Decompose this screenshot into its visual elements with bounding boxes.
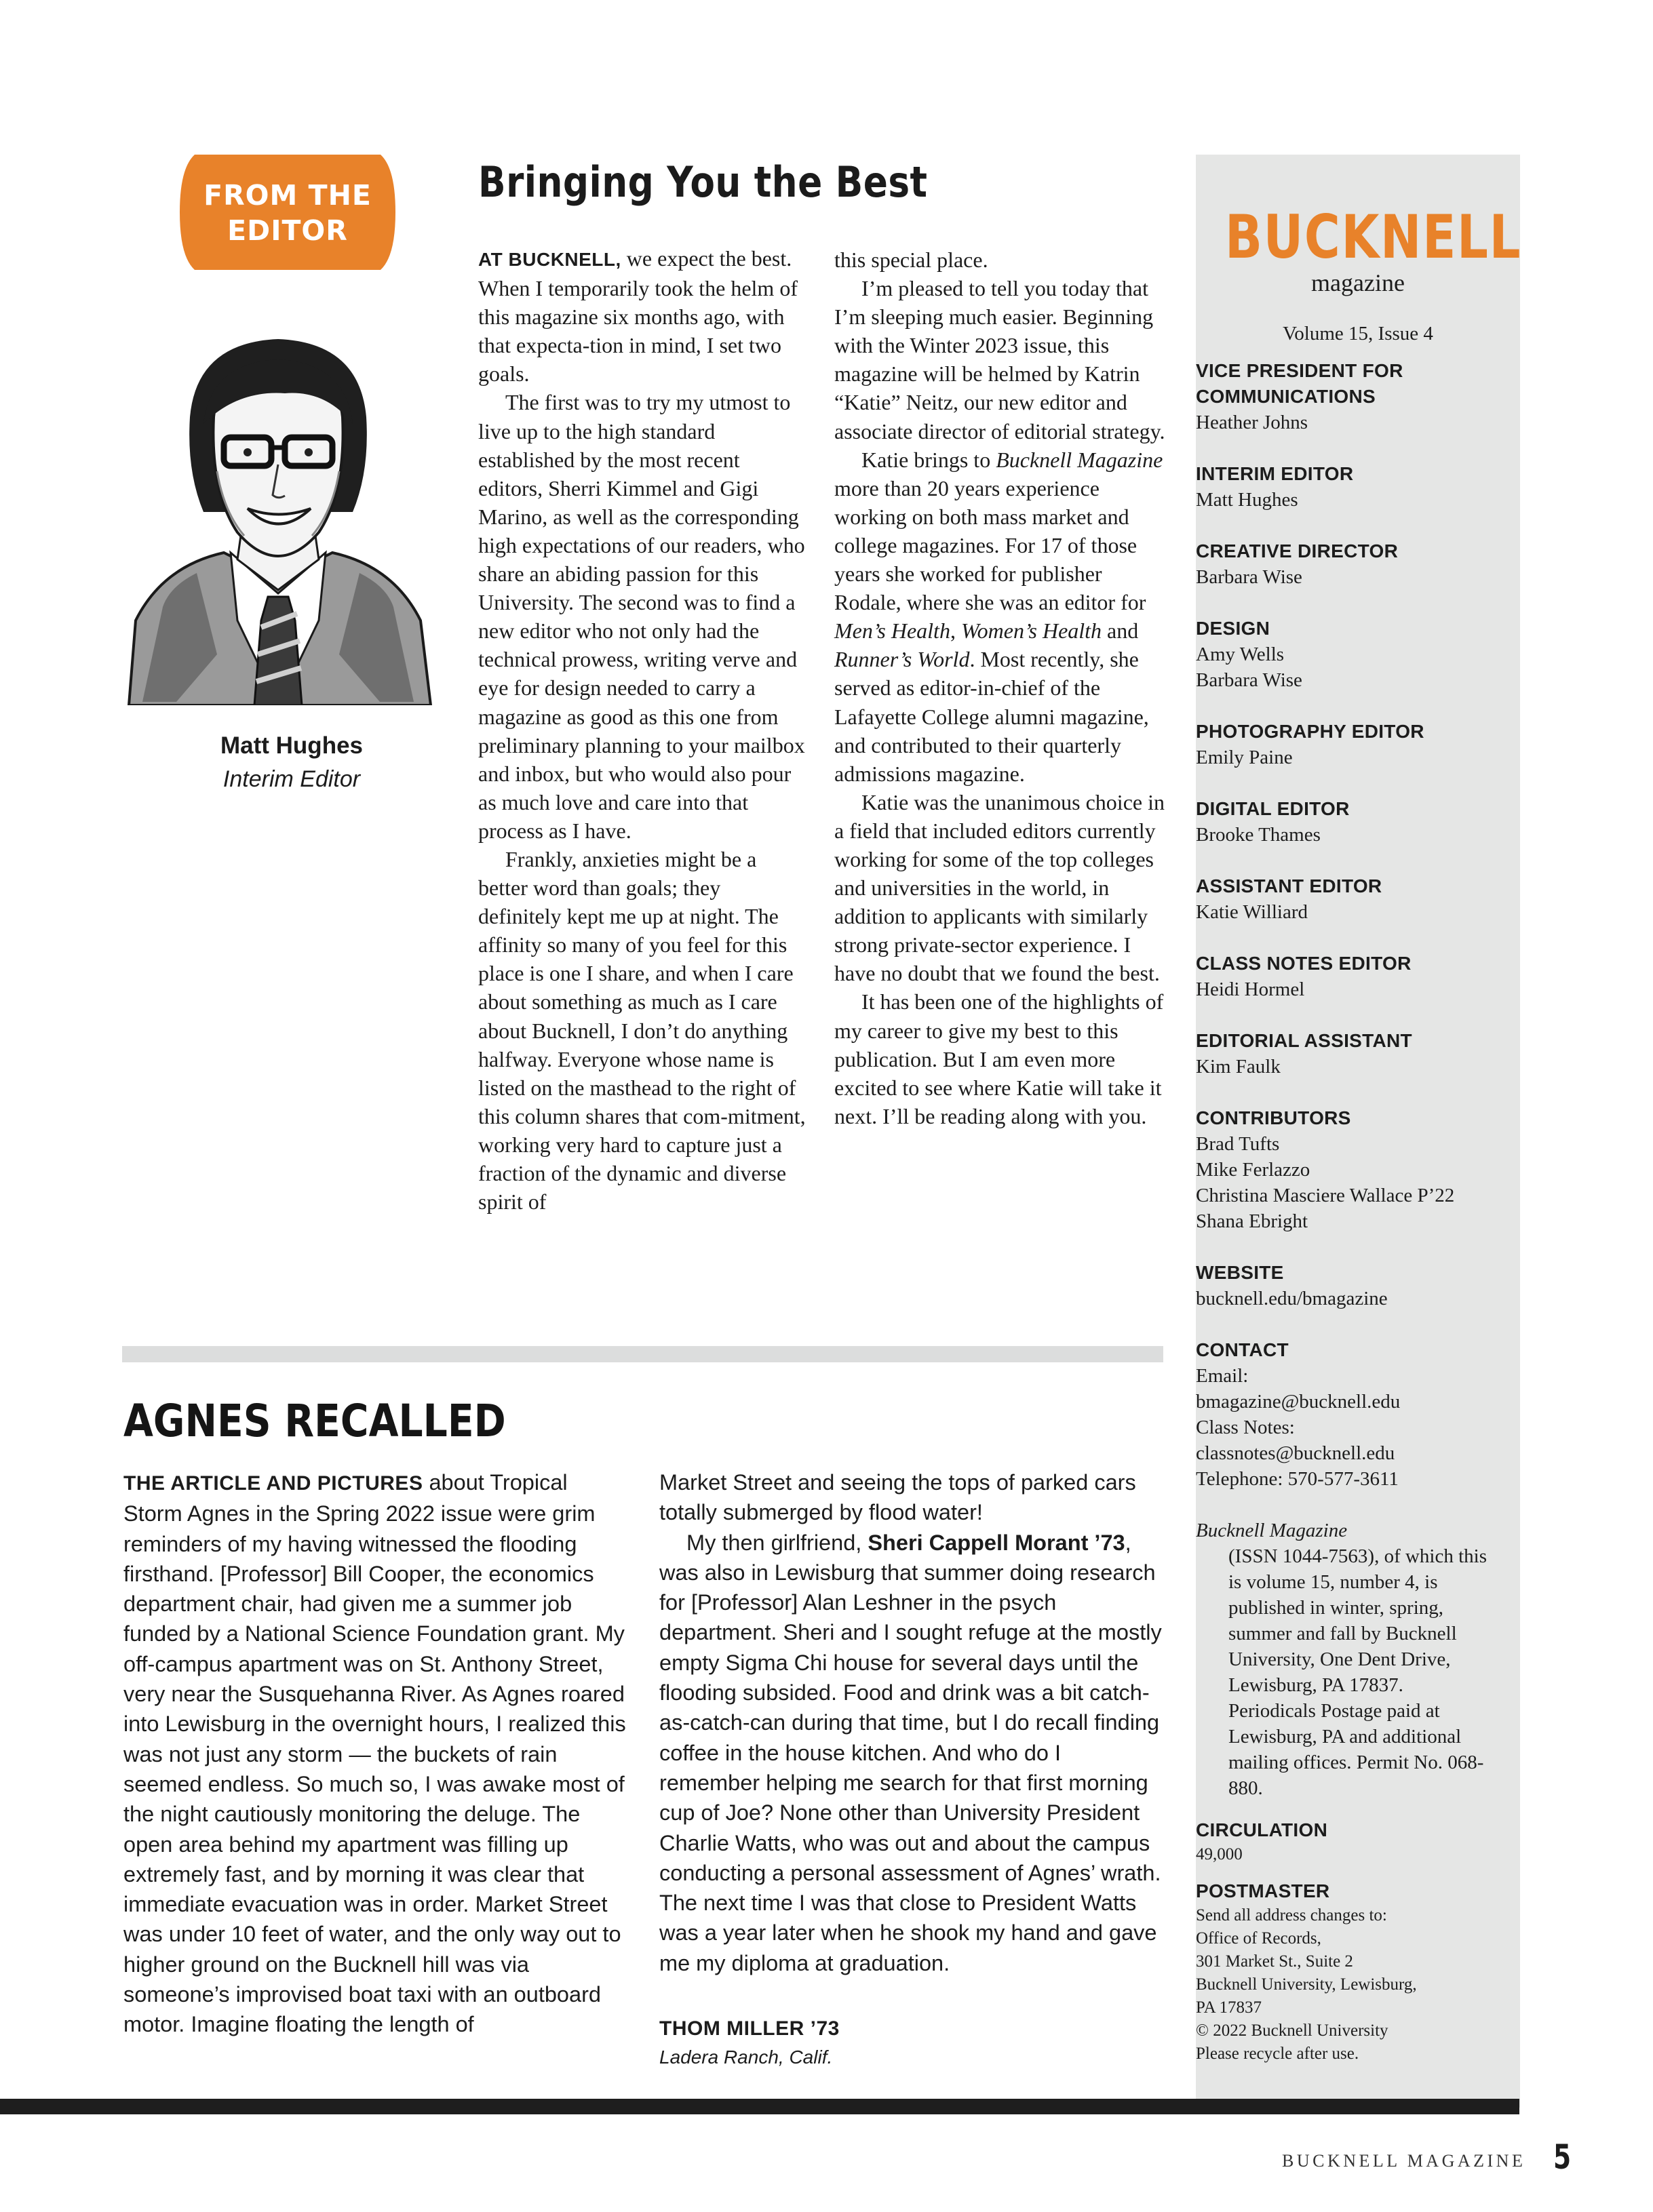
letter-title: AGNES RECALLED: [123, 1395, 506, 1447]
letter-signature: THOM MILLER ’73: [659, 2017, 840, 2040]
masthead-logo: BUCKNELL: [1225, 202, 1522, 272]
masthead-publication-info: [1196, 1518, 1520, 1801]
masthead-role-label: INTERIM EDITOR: [1196, 463, 1354, 484]
editor-role: Interim Editor: [222, 766, 361, 792]
masthead-roles: [1196, 358, 1520, 2091]
masthead-role-name: Email:: [1196, 1365, 1249, 1387]
masthead-role-label: CREATIVE DIRECTOR: [1196, 540, 1399, 561]
masthead-role-name: Brooke Thames: [1196, 824, 1321, 846]
masthead-role-name: Mike Ferlazzo: [1196, 1159, 1310, 1181]
editorial-paragraph: Katie brings to Bucknell Magazine more than 20 years experience working on both mass market and college magazines. For 17 of those years she worked for publisher Rodale, where she was an editor for Men’s Health, Women’s Health and Runner’s World. Most recently, she served as editor-in-chief of the Lafayette College alumni magazine, and contributed to their quarterly admissions magazine.: [834, 447, 1163, 786]
postmaster-line: PA 17837: [1196, 1998, 1262, 2017]
masthead-role: [1196, 1337, 1520, 1492]
masthead-role-name: Amy Wells: [1196, 644, 1285, 665]
masthead-role-label: DESIGN: [1196, 618, 1270, 639]
circulation-label: CIRCULATION: [1196, 1819, 1328, 1840]
masthead-role-name: Kim Faulk: [1196, 1056, 1281, 1078]
masthead-role: [1196, 1260, 1520, 1311]
masthead-circulation: [1196, 1817, 1520, 1866]
masthead-role: [1196, 951, 1520, 1002]
footer-publication-label: BUCKNELL MAGAZINE: [1282, 2151, 1526, 2171]
editorial-paragraph: I’m pleased to tell you today that I’m sleeping much easier. Beginning with the Winter 2023 issue, this magazine will be helmed by Katrin “Katie” Neitz, our new editor and associate director of editorial strategy.: [834, 276, 1165, 443]
masthead-role: [1196, 616, 1520, 693]
masthead-role-label: CONTACT: [1196, 1339, 1289, 1360]
masthead-role: [1196, 538, 1520, 590]
editor-portrait-illustration: [122, 336, 434, 705]
editorial-paragraph: The first was to try my utmost to live up to the high standard established by the most recent editors, Sherri Kimmel and Gigi Marino, as well as the corresponding high expectations of our readers, who share an abiding passion for this University. The second was to find a new editor who not only had the technical prowess, writing verve and eye for design needed to carry a magazine as good as this one from preliminary planning to your mailbox and inbox, but who would also pour as much love and care into that process as I have.: [478, 390, 805, 843]
masthead-role-name: Barbara Wise: [1196, 566, 1302, 588]
masthead-role-name: Telephone: 570-577-3611: [1196, 1468, 1399, 1490]
publication-details: (ISSN 1044-7563), of which this is volume 15, number 4, is published in winter, spring, summer and fall by Bucknell University, One Dent Drive, Lewisburg, PA 17837. Periodicals Postage paid at Lewisburg, PA and additional mailing offices. Permit No. 068-880.: [1228, 1545, 1487, 1799]
page-number: 5: [1553, 2137, 1572, 2177]
letter-paragraph: Market Street and seeing the tops of parked cars totally submerged by flood water!: [659, 1470, 1136, 1525]
masthead-role-label: VICE PRESIDENT FOR COMMUNICATIONS: [1196, 360, 1403, 407]
editorial-paragraph: this special place.: [834, 248, 988, 272]
postmaster-line: Send all address changes to:: [1196, 1906, 1387, 1924]
masthead-role: [1196, 1105, 1520, 1234]
masthead-role-name: Shana Ebright: [1196, 1210, 1308, 1232]
letter-paragraph: My then girlfriend, Sheri Cappell Morant ’73, was also in Lewisburg that summer doing research for [Professor] Alan Leshner in the psych department. Sheri and I sought refuge at the mostly empty Sigma Chi house for several days until the flooding subsided. Food and drink was a bit catch-as-catch-can during that time, but I do recall finding coffee in the house kitchen. And who do I remember helping me search for that first morning cup of Joe? None other than University President Charlie Watts, who was out and about the campus conducting a personal assessment of Agnes’ wrath. The next time I was that close to President Watts was a year later when he shook my hand and gave me my diploma at graduation.: [659, 1530, 1162, 1975]
masthead-sidebar: [1196, 155, 1520, 2108]
masthead-role: [1196, 719, 1520, 770]
editorial-paragraph: AT BUCKNELL, we expect the best. When I temporarily took the helm of this magazine six months ago, with that expecta-tion in mind, I set two goals.: [478, 246, 798, 387]
masthead-role-name: Katie Williard: [1196, 901, 1308, 923]
section-divider: [122, 1346, 1163, 1362]
badge-line-1: FROM THE: [203, 179, 372, 212]
letter-location: Ladera Ranch, Calif.: [659, 2047, 833, 2068]
masthead-role-label: CONTRIBUTORS: [1196, 1107, 1351, 1128]
postmaster-line: Office of Records,: [1196, 1929, 1321, 1948]
editorial-paragraph: Katie was the unanimous choice in a field that included editors currently working for some of the top colleges and universities in the world, in addition to applicants with similarly strong private-sector experience. I have no doubt that we found the best.: [834, 789, 1165, 986]
masthead-role-label: DIGITAL EDITOR: [1196, 798, 1350, 819]
masthead-role: [1196, 873, 1520, 925]
masthead-role-label: EDITORIAL ASSISTANT: [1196, 1030, 1412, 1051]
letter-paragraph: THE ARTICLE AND PICTURES about Tropical Storm Agnes in the Spring 2022 issue were grim reminders of my having witnessed the flooding firsthand. [Professor] Bill Cooper, the economics department chair, had given me a summer job funded by a National Science Foundation grant. My off-campus apartment was on St. Anthony Street, very near the Susquehanna River. As Agnes roared into Lewisburg in the overnight hours, I realized this was not just any storm — the buckets of rain seemed endless. So much so, I was awake most of the night cautiously monitoring the deluge. The open area behind my apartment was filling up extremely fast, and by morning it was clear that immediate evacuation was in order. Market Street was under 10 feet of water, and the only way out to higher ground on the Bucknell hill was via someone’s improvised boat taxi with an outboard motor. Imagine floating the length of: [123, 1470, 626, 2037]
editorial-paragraph: Frankly, anxieties might be a better word than goals; they definitely kept me up at night. The affinity so many of you feel for this place is one I share, and when I care about something as much as I care about Bucknell, I don’t do anything halfway. Everyone whose name is listed on the masthead to the right of this column shares that com-mitment, working very hard to capture just a fraction of the dynamic and diverse spirit of: [478, 846, 806, 1214]
circulation-value: 49,000: [1196, 1845, 1243, 1863]
masthead-postmaster: [1196, 1878, 1520, 2066]
masthead-role: [1196, 1028, 1520, 1080]
postmaster-line: 301 Market St., Suite 2: [1196, 1952, 1353, 1971]
editorial-headline: Bringing You the Best: [478, 157, 928, 207]
badge-line-2: EDITOR: [227, 214, 348, 247]
masthead-role-name: Barbara Wise: [1196, 669, 1302, 691]
masthead-role-name: Class Notes:: [1196, 1417, 1295, 1438]
editorial-column-2: [834, 245, 1170, 1130]
masthead-subtitle: magazine: [1311, 269, 1405, 296]
masthead-role-name: Brad Tufts: [1196, 1133, 1280, 1155]
letter-column-1: [123, 1467, 629, 2040]
editorial-lead-in: AT BUCKNELL,: [478, 249, 621, 270]
masthead-role-name: classnotes@bucknell.edu: [1196, 1442, 1395, 1464]
masthead-role-name: Christina Masciere Wallace P’22: [1196, 1185, 1455, 1206]
editorial-column-1: [478, 244, 807, 1216]
publication-title: Bucknell Magazine: [1196, 1520, 1348, 1541]
masthead-role-name: Emily Paine: [1196, 747, 1293, 768]
letter-lead-in: THE ARTICLE AND PICTURES: [123, 1472, 423, 1495]
masthead-volume: Volume 15, Issue 4: [1283, 323, 1433, 344]
postmaster-line: Bucknell University, Lewisburg,: [1196, 1975, 1417, 1994]
masthead-role-name: bucknell.edu/bmagazine: [1196, 1288, 1388, 1309]
letter-column-2: [659, 1467, 1165, 1978]
masthead-role: [1196, 461, 1520, 513]
postmaster-label: POSTMASTER: [1196, 1880, 1330, 1901]
bottom-rule: [0, 2099, 1519, 2114]
masthead-role-name: Heidi Hormel: [1196, 979, 1305, 1000]
masthead-role: [1196, 358, 1520, 435]
masthead-role-label: CLASS NOTES EDITOR: [1196, 953, 1412, 974]
masthead-role-label: WEBSITE: [1196, 1262, 1284, 1283]
masthead-role-name: Heather Johns: [1196, 412, 1308, 433]
editorial-paragraph: It has been one of the highlights of my career to give my best to this publication. But I am even more excited to see where Katie will take it next. I’ll be reading along with you.: [834, 989, 1164, 1128]
masthead-role-name: bmagazine@bucknell.edu: [1196, 1391, 1401, 1413]
masthead-role-label: ASSISTANT EDITOR: [1196, 875, 1382, 896]
masthead-role: [1196, 796, 1520, 848]
postmaster-line: © 2022 Bucknell University: [1196, 2021, 1388, 2040]
editor-name: Matt Hughes: [220, 732, 363, 759]
masthead-role-name: Matt Hughes: [1196, 489, 1298, 511]
from-the-editor-badge: [180, 155, 395, 270]
masthead-role-label: PHOTOGRAPHY EDITOR: [1196, 721, 1424, 742]
postmaster-line: Please recycle after use.: [1196, 2045, 1359, 2063]
